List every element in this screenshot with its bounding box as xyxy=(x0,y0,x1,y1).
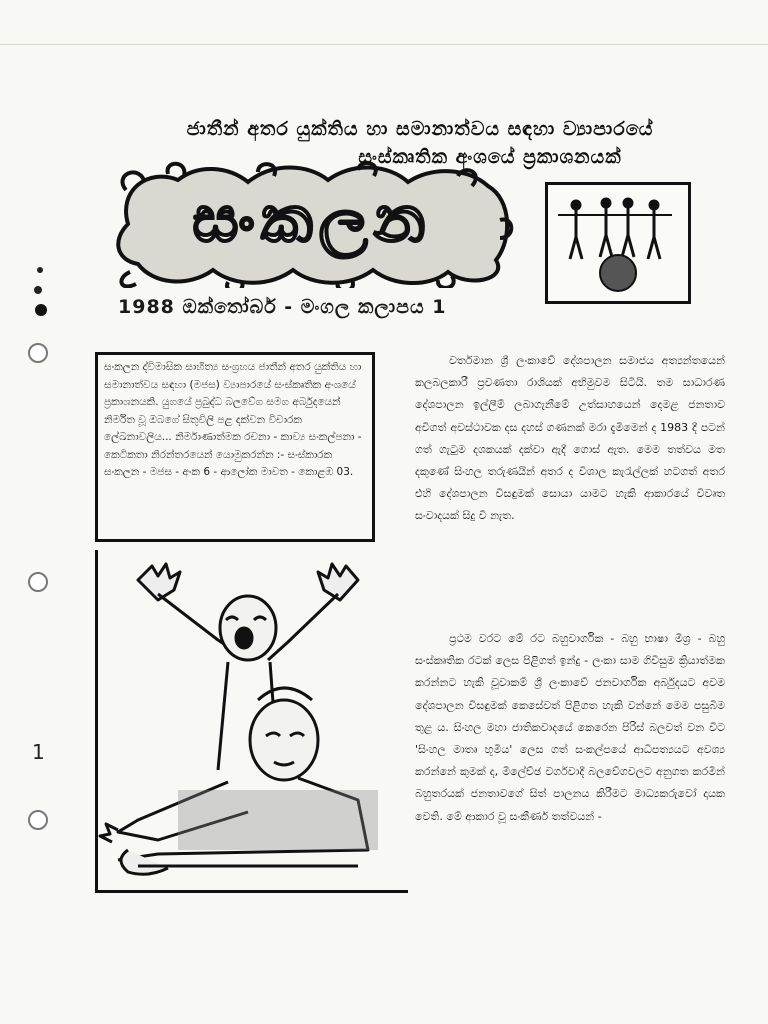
issue-date-line: 1988 ඔක්තෝබර් - මංගල කලාපය 1 xyxy=(118,296,447,318)
page-fold-line xyxy=(0,44,768,45)
notice-text: සංකලන ද්විමාසික සාහිත්‍ය සංග්‍රහය ජාතීන් අතර යුක්තිය හා සමානාත්වය සඳහා (මජස) ව්‍යාපාරයේ සංස්කෘතික අංශයේ ප්‍රකාශනයකි. යුගයේ ප්‍රබුද්ධ බලවේග සමග අර්බුදයෙන් නිර්මිත වූ ඔබගේ සිතුවිලි පළ දක්වන විචාරක ලේඛනාවලිය... නිර්මාණාත්මක රචනා - කාව්‍ය සංකල්පනා - කෙටිකතා නිරන්තරයෙන් යොමුකරන්න :- සංස්කාරක සංකලන - මජස - අංක 6 - ආලෝක මාවත - කොළඹ 03. xyxy=(104,361,362,478)
people-holding-hands-globe-icon xyxy=(548,185,682,295)
binder-hole-icon xyxy=(28,343,48,363)
movement-logo xyxy=(545,182,691,304)
ink-blot-icon xyxy=(30,262,50,322)
margin-mark: 1 xyxy=(32,740,45,764)
editorial-notice-box xyxy=(95,352,375,542)
header-tagline-line1: ජාතීන් අතර යුක්තිය හා සමානාත්වය සඳහා ව්‍යාපාරයේ xyxy=(186,118,654,140)
article-column-continued xyxy=(415,628,725,828)
article-column xyxy=(415,350,725,528)
binder-hole-icon xyxy=(28,810,48,830)
masthead-title: සංකලන xyxy=(192,182,432,257)
header-tagline-line2: සංස්කෘතික අංශයේ ප්‍රකාශනයක් xyxy=(358,146,622,168)
masthead xyxy=(108,160,516,288)
protest-figures-illustration-icon xyxy=(98,550,404,886)
binder-hole-icon xyxy=(28,572,48,592)
article-paragraph-1: වර්තමාන ශ්‍රී ලංකාවේ දේශපාලන සමාජය අත්‍යන්තයෙන් කලබලකාරී ප්‍රවණතා රාශියක් අභිමුවම සිටියි. තම සාධාරණ දේශපාලන ඉල්ලීම් ලබාගැනීමේ උත්සාහයෙන් දෙමළ ජනතාව අවිගත් අවස්ථාවක දස දහස් ගණනක් මරා දැමීමෙන් ද 1983 දී පටන් ගත් ගැටුම දශකයක් දක්වා ඇදී ගොස් ඇත. මෙම තත්වය මත දකුණේ සිංහල තරුණයින් අතර ද විශාල කැරැල්ලක් හටගත් අතර එහි දේශපාලන විසඳුමක් සොයා යාමට හැකි ආකාරයේ විවෘත සංවාදයක් සිදු වී නැත. xyxy=(415,354,725,523)
article-paragraph-2: ප්‍රථම වරට මේ රට බහුවාර්ගික - බහු භාෂා මිශ්‍ර - බහු සංස්කෘතික රටක් ලෙස පිළිගත් ඉන්දු - ලංකා සාම ගිවිසුම ක්‍රියාත්මක කරන්නට හැකි වූවාකම් ශ්‍රී ලංකාවේ ජනවාර්ගික අර්බුදයට අවම දේශපාලන විසඳුමක් කෙසේවත් පිළිගත හැකි වන්නේ මෙම පසුබිම තුළ ය. සිංහල මහා ජාතිකවාදයේ කෙරෙන පිරිස් බලවත් වන විට 'සිංහල මාතෘ භූමිය' ලෙස ගත් සංකල්පයේ ආධිපත්‍යයට අවශ්‍ය කරන්නේ කුමක් ද, මිලේච්ඡ වර්ගවාදී බලවේගවලට අනුගත කරමින් බහුතරයක් ජනතාවගේ සිත් පාලනය කිරීමට මාධ්‍යකරුවෝ දායක වෙති. මේ ආකාර වූ සංකීර්ණ තත්වයන් - xyxy=(415,632,725,823)
illustration-panel xyxy=(95,550,408,893)
